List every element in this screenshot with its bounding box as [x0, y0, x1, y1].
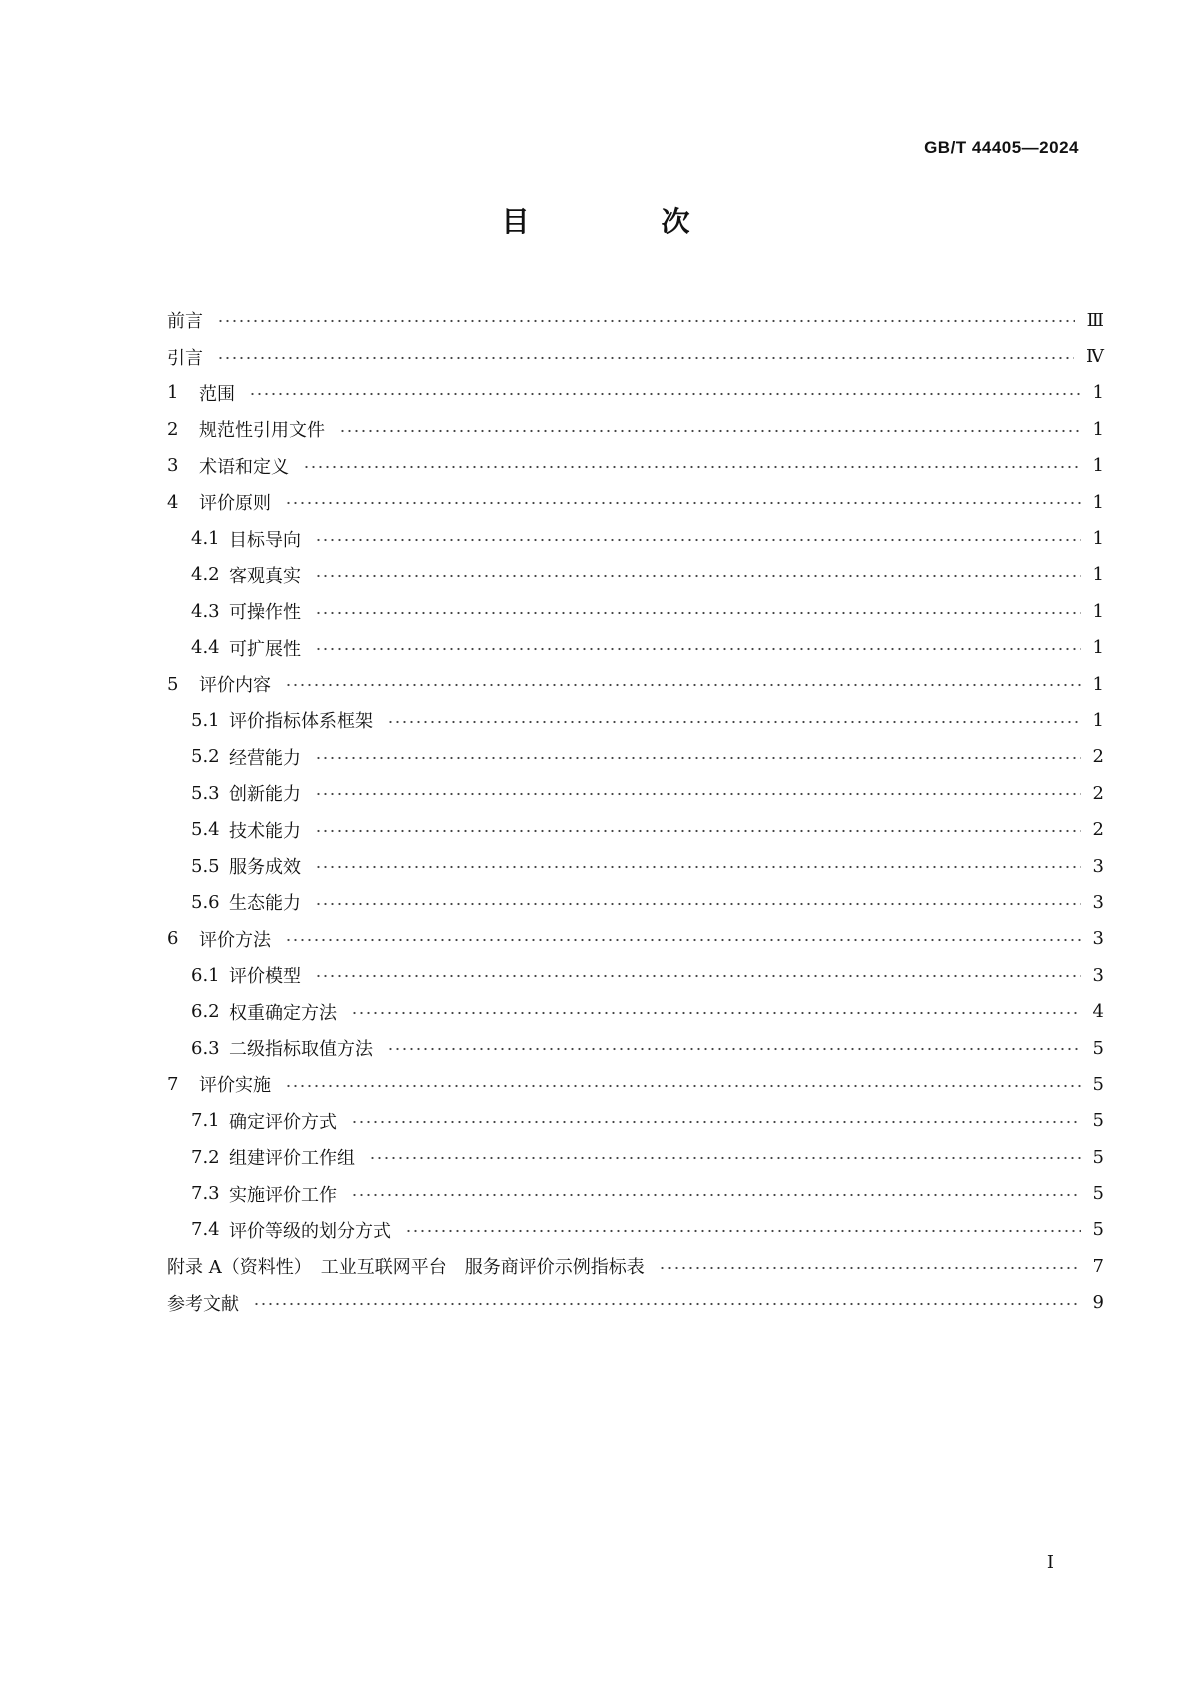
- toc-entry-number: 7.2: [191, 1146, 220, 1168]
- toc-entry-number: 6.3: [191, 1037, 220, 1059]
- toc-entry-number: 3: [167, 455, 179, 477]
- toc-entry-number: 7.4: [191, 1219, 220, 1241]
- toc-entry-page: 3: [1092, 855, 1104, 877]
- dot-leader: [315, 784, 1081, 802]
- toc-entry[interactable]: [167, 1030, 1104, 1066]
- page-number: I: [1046, 1552, 1054, 1573]
- toc-entry[interactable]: [167, 593, 1104, 629]
- toc-entry[interactable]: [167, 1103, 1104, 1139]
- toc-entry[interactable]: [167, 557, 1104, 593]
- dot-leader: [285, 1075, 1081, 1093]
- toc-entry-number: 5.1: [191, 709, 220, 731]
- dot-leader: [405, 1221, 1081, 1239]
- toc-entry-number: 4.3: [191, 600, 220, 622]
- toc-entry-label: 实施评价工作: [229, 1184, 337, 1206]
- toc-entry[interactable]: [167, 520, 1104, 556]
- toc-entry-number: 6.1: [191, 964, 220, 986]
- toc-entry-label: 生态能力: [229, 893, 301, 915]
- toc-entry-label: 规范性引用文件: [199, 420, 325, 442]
- toc-entry-number: 1: [167, 382, 179, 404]
- toc-entry[interactable]: [167, 484, 1104, 520]
- table-of-contents: [167, 302, 1104, 1321]
- toc-entry-number: 5.2: [191, 746, 220, 768]
- toc-title: 目 次: [501, 205, 742, 238]
- toc-entry-page: 5: [1092, 1183, 1104, 1205]
- toc-entry-label: 评价方法: [199, 929, 271, 951]
- toc-entry-page: 7: [1092, 1255, 1104, 1277]
- toc-entry-page: 1: [1092, 637, 1104, 659]
- toc-entry-page: 2: [1092, 746, 1104, 768]
- dot-leader: [249, 384, 1081, 402]
- toc-entry-page: 5: [1092, 1219, 1104, 1241]
- toc-entry-label: 服务成效: [229, 857, 301, 879]
- dot-leader: [315, 966, 1081, 984]
- toc-entry[interactable]: [167, 811, 1104, 847]
- toc-entry-page: 3: [1092, 891, 1104, 913]
- toc-entry-label: 经营能力: [229, 747, 301, 769]
- toc-entry[interactable]: [167, 884, 1104, 920]
- toc-entry-label: 技术能力: [229, 820, 301, 842]
- toc-entry-number: 5: [167, 673, 179, 695]
- toc-entry-label: 前言: [167, 311, 203, 333]
- toc-entry-number: 7.3: [191, 1183, 220, 1205]
- toc-entry-page: Ⅲ: [1086, 309, 1104, 331]
- dot-leader: [315, 821, 1081, 839]
- toc-entry-label: 组建评价工作组: [229, 1148, 355, 1170]
- toc-entry-label: 范围: [199, 383, 235, 405]
- toc-entry-number: 5.5: [191, 855, 220, 877]
- toc-entry[interactable]: [167, 375, 1104, 411]
- toc-entry[interactable]: [167, 448, 1104, 484]
- toc-entry-label: 术语和定义: [199, 456, 289, 478]
- dot-leader: [303, 457, 1081, 475]
- dot-leader: [217, 348, 1074, 366]
- toc-entry[interactable]: [167, 1139, 1104, 1175]
- toc-entry-page: 5: [1092, 1037, 1104, 1059]
- standard-code: GB/T 44405—2024: [924, 138, 1079, 157]
- toc-entry-number: 5.6: [191, 891, 220, 913]
- toc-entry-page: 1: [1092, 709, 1104, 731]
- toc-entry-number: 6.2: [191, 1001, 220, 1023]
- toc-entry[interactable]: [167, 739, 1104, 775]
- toc-entry-label: 评价等级的划分方式: [229, 1220, 391, 1242]
- toc-entry-page: 3: [1092, 964, 1104, 986]
- toc-entry-label: 参考文献: [167, 1293, 239, 1315]
- toc-entry-number: 6: [167, 928, 179, 950]
- toc-entry-label: 二级指标取值方法: [229, 1039, 373, 1060]
- toc-entry-page: 1: [1092, 564, 1104, 586]
- toc-entry-number: 4: [167, 491, 179, 513]
- toc-entry-page: 1: [1092, 455, 1104, 477]
- toc-entry-number: 2: [167, 418, 179, 440]
- dot-leader: [285, 675, 1081, 693]
- toc-entry-label: 评价原则: [199, 493, 271, 515]
- toc-entry[interactable]: [167, 957, 1104, 993]
- toc-entry-page: 2: [1092, 819, 1104, 841]
- toc-entry-page: 9: [1092, 1292, 1104, 1314]
- toc-entry-number: 4.1: [191, 528, 220, 550]
- dot-leader: [351, 1003, 1081, 1021]
- toc-entry-page: 5: [1092, 1110, 1104, 1132]
- toc-entry-number: 4.4: [191, 637, 220, 659]
- toc-entry-page: 1: [1092, 528, 1104, 550]
- dot-leader: [315, 602, 1081, 620]
- dot-leader: [315, 748, 1081, 766]
- toc-entry-number: 7.1: [191, 1110, 220, 1132]
- dot-leader: [315, 857, 1081, 875]
- dot-leader: [351, 1185, 1081, 1203]
- toc-entry-label: 确定评价方式: [229, 1111, 337, 1133]
- dot-leader: [285, 930, 1081, 948]
- toc-entry-label: 权重确定方法: [229, 1002, 337, 1024]
- toc-entry[interactable]: [167, 702, 1104, 738]
- toc-entry[interactable]: [167, 338, 1104, 374]
- toc-entry[interactable]: [167, 1212, 1104, 1248]
- toc-entry-page: 4: [1092, 1001, 1104, 1023]
- toc-entry-label: 创新能力: [229, 784, 301, 806]
- dot-leader: [285, 493, 1081, 511]
- toc-entry[interactable]: [167, 302, 1104, 338]
- toc-entry-label: 客观真实: [229, 565, 301, 587]
- dot-leader: [351, 1112, 1081, 1130]
- toc-entry-label: 评价指标体系框架: [229, 711, 373, 733]
- toc-entry[interactable]: [167, 993, 1104, 1029]
- toc-entry-label: 附录 A（资料性） 工业互联网平台 服务商评价示例指标表: [167, 1257, 645, 1279]
- toc-entry[interactable]: [167, 775, 1104, 811]
- toc-entry[interactable]: [167, 848, 1104, 884]
- toc-entry[interactable]: [167, 1175, 1104, 1211]
- toc-entry-label: 评价内容: [199, 675, 271, 697]
- toc-entry-label: 引言: [167, 347, 203, 369]
- toc-entry-number: 7: [167, 1073, 179, 1095]
- toc-entry-label: 目标导向: [229, 529, 301, 551]
- dot-leader: [217, 311, 1075, 329]
- toc-entry-page: 2: [1092, 782, 1104, 804]
- toc-entry[interactable]: [167, 1066, 1104, 1102]
- dot-leader: [387, 711, 1081, 729]
- dot-leader: [315, 639, 1081, 657]
- toc-entry[interactable]: [167, 921, 1104, 957]
- dot-leader: [315, 530, 1081, 548]
- toc-entry-label: 评价模型: [229, 966, 301, 988]
- toc-entry[interactable]: [167, 630, 1104, 666]
- toc-entry-label: 评价实施: [199, 1075, 271, 1097]
- toc-entry-page: 5: [1092, 1146, 1104, 1168]
- toc-entry-label: 可扩展性: [229, 638, 301, 660]
- dot-leader: [315, 566, 1081, 584]
- dot-leader: [253, 1294, 1081, 1312]
- toc-entry-label: 可操作性: [229, 602, 301, 624]
- dot-leader: [387, 1039, 1081, 1057]
- toc-entry-page: 3: [1092, 928, 1104, 950]
- toc-entry[interactable]: [167, 666, 1104, 702]
- toc-entry[interactable]: [167, 1248, 1104, 1284]
- dot-leader: [659, 1257, 1081, 1275]
- toc-entry-page: 1: [1092, 491, 1104, 513]
- toc-entry[interactable]: [167, 1285, 1104, 1321]
- toc-entry[interactable]: [167, 411, 1104, 447]
- toc-entry-page: 1: [1092, 418, 1104, 440]
- toc-entry-number: 5.3: [191, 782, 220, 804]
- toc-entry-page: 1: [1092, 673, 1104, 695]
- dot-leader: [315, 893, 1081, 911]
- toc-entry-page: Ⅳ: [1086, 346, 1104, 368]
- dot-leader: [339, 420, 1081, 438]
- toc-entry-page: 5: [1092, 1073, 1104, 1095]
- toc-entry-page: 1: [1092, 600, 1104, 622]
- toc-entry-number: 5.4: [191, 819, 220, 841]
- dot-leader: [369, 1148, 1081, 1166]
- toc-entry-page: 1: [1092, 382, 1104, 404]
- toc-entry-number: 4.2: [191, 564, 220, 586]
